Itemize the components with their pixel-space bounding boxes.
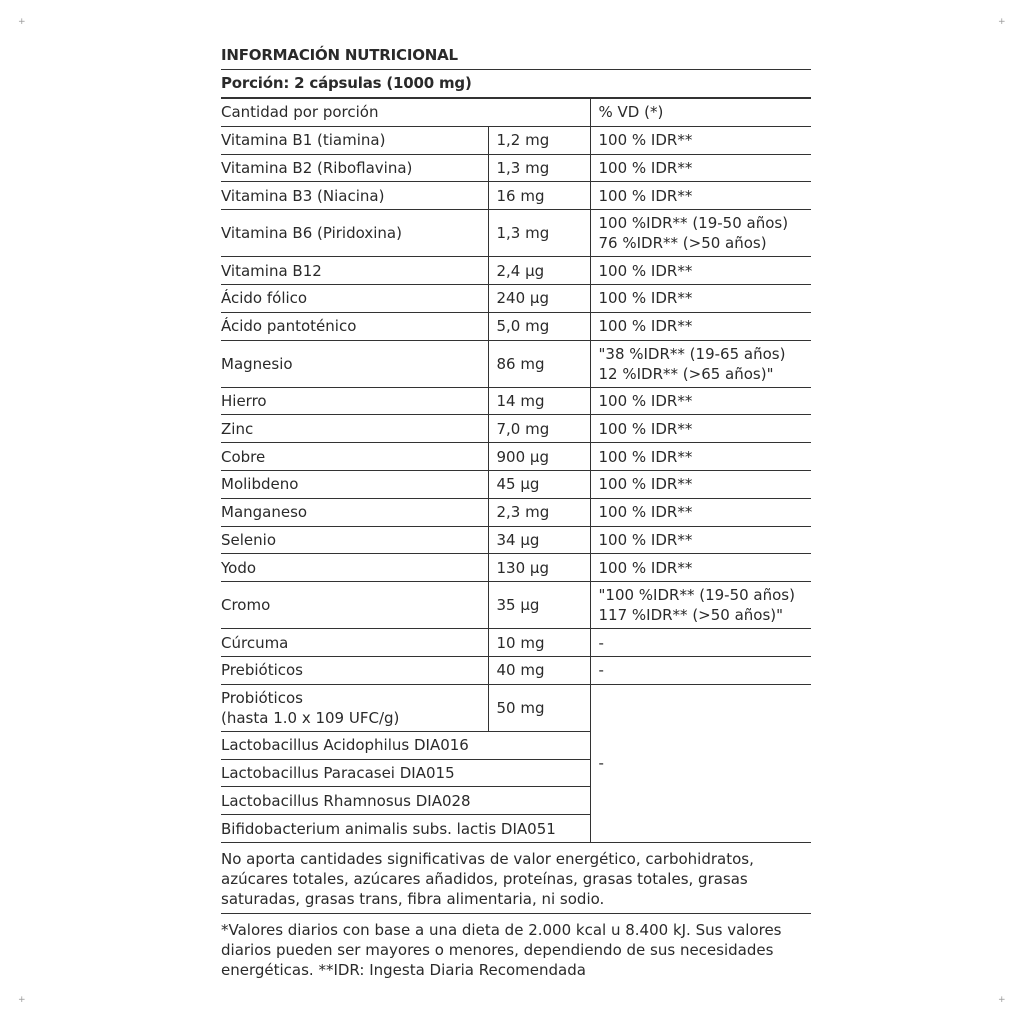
nutrient-amount: 1,2 mg <box>488 126 590 154</box>
nutrient-amount: 1,3 mg <box>488 210 590 257</box>
strain-name: Lactobacillus Rhamnosus DIA028 <box>221 787 590 815</box>
crop-mark: + <box>998 17 1006 27</box>
nutrient-amount: 900 µg <box>488 443 590 471</box>
footnote: *Valores diarios con base a una dieta de 2.000 kcal u 8.400 kJ. Sus valores diarios pueden ser mayores o menores, dependiendo de sus necesidades energéticas. **IDR: Ingesta Diaria Recomendada <box>221 920 782 979</box>
vd-line: 117 %IDR** (>50 años)" <box>598 606 784 625</box>
strain-name: Bifidobacterium animalis subs. lactis DIA051 <box>221 815 590 843</box>
nutrient-vd: 100 % IDR** <box>590 387 811 415</box>
nutrient-name: Vitamina B12 <box>221 257 488 285</box>
nutrient-vd <box>590 340 811 387</box>
nutrient-name: Vitamina B3 (Niacina) <box>221 182 488 210</box>
nutrient-name: Cobre <box>221 443 488 471</box>
table-row <box>221 656 811 684</box>
nutrient-name: Magnesio <box>221 340 488 387</box>
nutrient-vd: 100 % IDR** <box>590 443 811 471</box>
table-row <box>221 210 811 257</box>
nutrient-name: Ácido pantoténico <box>221 312 488 340</box>
nutrient-vd: 100 % IDR** <box>590 554 811 582</box>
strain-name: Lactobacillus Acidophilus DIA016 <box>221 731 590 759</box>
nutrient-vd: 100 % IDR** <box>590 470 811 498</box>
nutrient-vd: 100 % IDR** <box>590 126 811 154</box>
nutrient-amount: 86 mg <box>488 340 590 387</box>
nutrient-vd: 100 % IDR** <box>590 257 811 285</box>
nutrient-note: No aporta cantidades significativas de valor energético, carbohidratos, azúcares totales, azúcares añadidos, proteínas, grasas totales, grasas saturadas, grasas trans, fibra alimentaria, ni sodio. <box>221 843 811 914</box>
nutrient-vd <box>590 582 811 629</box>
nutrient-vd <box>590 210 811 257</box>
nutrient-vd: 100 % IDR** <box>590 312 811 340</box>
table-row <box>221 470 811 498</box>
vd-line: 100 %IDR** (19-50 años) <box>598 214 789 233</box>
nutrition-label <box>221 42 811 984</box>
nutrient-name: Molibdeno <box>221 470 488 498</box>
nutrient-vd: 100 % IDR** <box>590 154 811 182</box>
vd-line: "100 %IDR** (19-50 años) <box>598 586 795 605</box>
nutrient-amount: 10 mg <box>488 629 590 657</box>
table-row <box>221 126 811 154</box>
nutrient-amount: 50 mg <box>488 684 590 731</box>
table-row <box>221 629 811 657</box>
nutrient-amount: 16 mg <box>488 182 590 210</box>
nutrient-name: Vitamina B2 (Riboflavina) <box>221 154 488 182</box>
nutrient-vd: - <box>590 629 811 657</box>
vd-line: 76 %IDR** (>50 años) <box>598 234 767 253</box>
nutrient-name: Hierro <box>221 387 488 415</box>
vd-line: 12 %IDR** (>65 años)" <box>598 364 774 383</box>
nutrient-name: Selenio <box>221 526 488 554</box>
crop-mark: + <box>18 17 26 27</box>
nutrient-amount: 40 mg <box>488 656 590 684</box>
crop-mark: + <box>18 995 26 1005</box>
table-row <box>221 312 811 340</box>
vd-header: % VD (*) <box>590 99 811 127</box>
label-title: INFORMACIÓN NUTRICIONAL <box>221 42 811 70</box>
nutrient-amount: 240 µg <box>488 284 590 312</box>
nutrient-name: Cromo <box>221 582 488 629</box>
nutrient-name: Cúrcuma <box>221 629 488 657</box>
strain-name: Lactobacillus Paracasei DIA015 <box>221 759 590 787</box>
nutrient-name: Prebióticos <box>221 656 488 684</box>
table-row <box>221 498 811 526</box>
nutrient-vd: 100 % IDR** <box>590 182 811 210</box>
nutrient-name: Vitamina B6 (Piridoxina) <box>221 210 488 257</box>
nutrient-vd: 100 % IDR** <box>590 526 811 554</box>
table-row <box>221 387 811 415</box>
table-row <box>221 526 811 554</box>
portion-size: Porción: 2 cápsulas (1000 mg) <box>221 70 811 98</box>
nutrient-vd: 100 % IDR** <box>590 498 811 526</box>
nutrient-name: Ácido fólico <box>221 284 488 312</box>
nutrient-amount: 35 µg <box>488 582 590 629</box>
nutrient-amount: 34 µg <box>488 526 590 554</box>
nutrient-amount: 7,0 mg <box>488 415 590 443</box>
table-row <box>221 284 811 312</box>
nutrient-amount: 14 mg <box>488 387 590 415</box>
nutrient-name <box>221 684 488 731</box>
probiotics-line: Probióticos <box>221 688 303 707</box>
nutrient-vd: 100 % IDR** <box>590 415 811 443</box>
probiotics-line: (hasta 1.0 x 109 UFC/g) <box>221 708 400 727</box>
nutrient-name: Yodo <box>221 554 488 582</box>
nutrient-name: Manganeso <box>221 498 488 526</box>
nutrient-amount: 130 µg <box>488 554 590 582</box>
nutrient-amount: 45 µg <box>488 470 590 498</box>
crop-mark: + <box>998 995 1006 1005</box>
nutrient-name: Vitamina B1 (tiamina) <box>221 126 488 154</box>
table-row <box>221 554 811 582</box>
table-row <box>221 154 811 182</box>
nutrient-vd: - <box>590 656 811 684</box>
table-row <box>221 415 811 443</box>
table-row <box>221 443 811 471</box>
header-row <box>221 99 811 127</box>
nutrient-vd: 100 % IDR** <box>590 284 811 312</box>
nutrient-amount: 2,4 µg <box>488 257 590 285</box>
nutrition-table <box>221 98 811 843</box>
nutrient-amount: 2,3 mg <box>488 498 590 526</box>
nutrient-amount: 1,3 mg <box>488 154 590 182</box>
nutrient-vd: - <box>590 684 811 842</box>
nutrient-amount: 5,0 mg <box>488 312 590 340</box>
vd-line: "38 %IDR** (19-65 años) <box>598 344 786 363</box>
table-row <box>221 257 811 285</box>
nutrient-name: Zinc <box>221 415 488 443</box>
table-row <box>221 182 811 210</box>
table-row <box>221 684 811 731</box>
table-row <box>221 582 811 629</box>
amount-header: Cantidad por porción <box>221 99 590 127</box>
table-row <box>221 340 811 387</box>
